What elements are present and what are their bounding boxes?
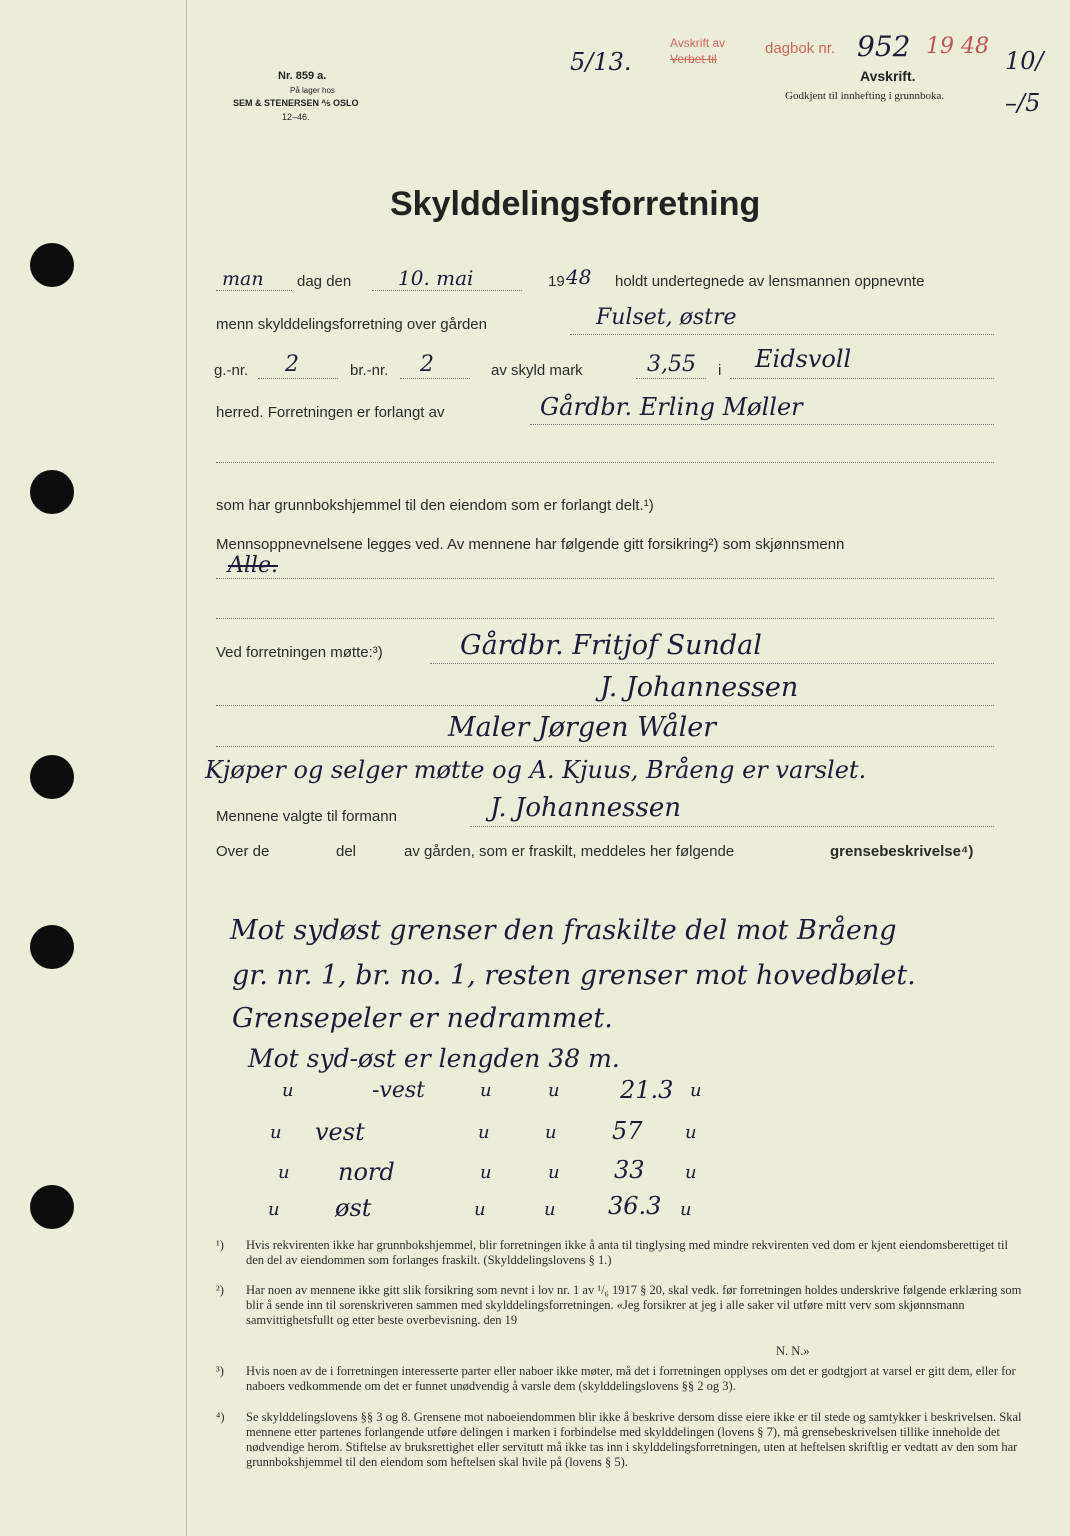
description-line: gr. nr. 1, br. no. 1, resten grenser mot hovedbølet. bbox=[232, 960, 916, 991]
attendee-1: Gårdbr. Fritjof Sundal bbox=[460, 630, 762, 661]
gnr-hand: 2 bbox=[285, 352, 299, 377]
year-prefix: 19 bbox=[548, 273, 565, 290]
punch-hole bbox=[30, 470, 74, 514]
attendee-3: Maler Jørgen Wåler bbox=[448, 712, 717, 743]
year-hand: 48 bbox=[566, 265, 592, 289]
grunnbok-text: som har grunnbokshjemmel til den eiendom som er forlangt delt.¹) bbox=[216, 497, 654, 514]
godkjent-label: Godkjent til innhefting i grunnboka. bbox=[785, 90, 945, 102]
page-title: Skylddelingsforretning bbox=[390, 185, 761, 223]
footnote: N. N.» bbox=[776, 1344, 810, 1358]
hand-year: 19 48 bbox=[926, 34, 989, 59]
stamp-line2: Verbet til bbox=[670, 52, 717, 66]
alle-hand: Alle. bbox=[228, 553, 278, 578]
footnote: ²) Har noen av mennene ikke gitt slik forsikring som nevnt i lov nr. 1 av ¹/₆ 1917 § 20, skal vedk. før forretningen holdes underskrive følgende erklæring som blir å sende inn til sorenskriveren sammen med skylddelingsforretningen. «Jeg forsikrer at jeg i alle saker vil utføre mitt verv som skjønnsmann samvittighetsfullt og etter beste overbevisning. den 19 bbox=[216, 1283, 1022, 1327]
brnr-label: br.-nr. bbox=[350, 362, 389, 379]
stamp-line1: Avskrift av bbox=[670, 36, 726, 50]
requester-hand: Gårdbr. Erling Møller bbox=[540, 393, 803, 421]
punch-hole bbox=[30, 925, 74, 969]
i-label: i bbox=[718, 362, 722, 379]
printer-line2: SEM & STENERSEN ⅍ OSLO bbox=[233, 98, 359, 108]
footnote: ¹) Hvis rekvirenten ikke har grunnbokshjemmel, blir forretningen ikke å anta til tinglysing med mindre rekvirenten ved dom er kjent eiendomsberettiget til den del av eiendommen som forlanges fraskilt. (Skylddelingslovens § 1.) bbox=[216, 1238, 1008, 1267]
punch-hole bbox=[30, 1185, 74, 1229]
fraskilt-text: av gården, som er fraskilt, meddeles her følgende bbox=[404, 843, 735, 860]
margin-rule bbox=[186, 0, 187, 1536]
hand-corner: 10/ –/5 bbox=[1005, 47, 1044, 117]
menn-text: Mennsoppnevnelsene legges ved. Av mennene har følgende gitt forsikring²) som skjønnsmenn bbox=[216, 536, 845, 553]
hand-date: 5/13. bbox=[570, 48, 632, 76]
description-line: Mot sydøst grenser den fraskilte del mot Bråeng bbox=[230, 915, 897, 946]
farm-name-hand: Fulset, østre bbox=[596, 305, 737, 330]
printer-line1: På lager hos bbox=[290, 86, 335, 95]
description-line: Grensepeler er nedrammet. bbox=[232, 1003, 613, 1034]
skyld-label: av skyld mark bbox=[491, 362, 583, 379]
punch-hole bbox=[30, 243, 74, 287]
dag-den-label: dag den bbox=[297, 273, 352, 290]
over-de-label: Over de bbox=[216, 843, 270, 860]
punch-hole bbox=[30, 755, 74, 799]
note-hand: Kjøper og selger møtte og A. Kjuus, Bråeng er varslet. bbox=[205, 756, 867, 784]
hand-number: 952 bbox=[857, 30, 911, 63]
date-hand: 10. mai bbox=[398, 266, 474, 290]
form-number: Nr. 859 a. bbox=[278, 70, 327, 82]
gnr-label: g.-nr. bbox=[214, 362, 249, 379]
printer-date: 12–46. bbox=[282, 112, 310, 122]
skyld-hand: 3,55 bbox=[647, 352, 696, 377]
herred-label: herred. Forretningen er forlangt av bbox=[216, 404, 445, 421]
line2-label: menn skylddelingsforretning over gården bbox=[216, 316, 487, 333]
weekday-hand: man bbox=[222, 268, 264, 290]
motte-label: Ved forretningen møtte:³) bbox=[216, 644, 383, 661]
description-line: Mot syd-øst er lengden 38 m. bbox=[248, 1044, 620, 1073]
brnr-hand: 2 bbox=[420, 352, 434, 377]
footnote: ⁴) Se skylddelingslovens §§ 3 og 8. Grensene mot naboeiendommen blir ikke å beskrive dersom disse eiere ikke er til stede og samtykker i beskrivelsen. Skal mennene etter partenes forlangende utføre delingen i marken i forbindelse med skylddelingen (lovens § 7), må grensebeskrivelsen tillike inneholde det nødvendige herom. Stiftelse av bruksrettighet eller servitutt må ikke tas inn i skylddelingsforretningen, uten at heftelsen skriftlig er vedtatt av den som har grunnbokshjemmel til den eiendom som heftelsen skal hvile på (lovens § 5). bbox=[216, 1410, 1022, 1469]
attendee-2: J. Johannessen bbox=[600, 672, 799, 703]
formann-label: Mennene valgte til formann bbox=[216, 808, 397, 825]
avskrift-label: Avskrift. bbox=[860, 68, 916, 84]
footnote: ³) Hvis noen av de i forretningen interesserte parter eller naboer ikke møter, må det i forretningen opplyses om det er godtgjort at varsel er gitt dem, eller for naboers vedkommende om det er funnet unødvendig å varsle dem (skylddelingslovens §§ 2 og 3). bbox=[216, 1364, 1016, 1393]
kommune-hand: Eidsvoll bbox=[755, 345, 852, 373]
del-label: del bbox=[336, 843, 357, 860]
stamp-dagbok: dagbok nr. bbox=[765, 40, 836, 57]
grensebeskrivelse-label: grensebeskrivelse⁴) bbox=[830, 843, 974, 860]
formann-hand: J. Johannessen bbox=[490, 793, 681, 823]
line1-rest: holdt undertegnede av lensmannen oppnevnte bbox=[615, 273, 925, 290]
